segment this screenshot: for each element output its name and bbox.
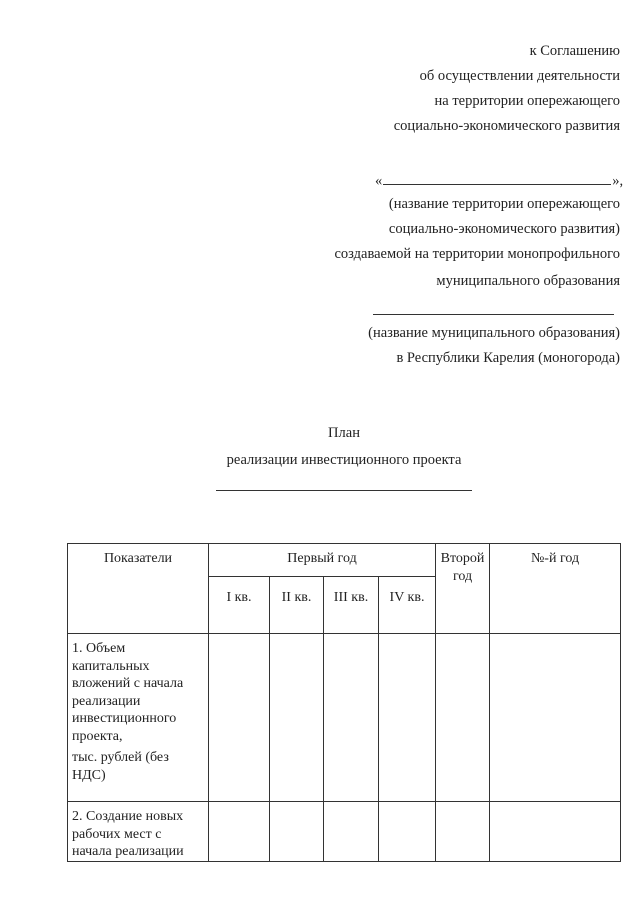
- open-quote: «: [375, 173, 383, 189]
- plan-subtitle: реализации инвестиционного проекта: [226, 452, 462, 468]
- row-label-text: 2. Создание новых рабочих мест с начала реализации: [72, 809, 184, 859]
- table-cell: [490, 634, 621, 802]
- table-cell: [379, 634, 436, 802]
- header-quarter-4: IV кв.: [379, 577, 436, 634]
- territory-caption-line-4: муниципального образования: [436, 273, 620, 289]
- municipality-caption-line-2: в Республики Карелия (моногорода): [396, 350, 620, 366]
- table-cell: [209, 802, 270, 862]
- table-cell: [270, 802, 324, 862]
- header-indicators: Показатели: [68, 544, 209, 634]
- header-line-1: к Соглашению: [529, 43, 620, 59]
- territory-name-underline: [383, 170, 611, 185]
- table-cell: [436, 634, 490, 802]
- table-header-row-1: [68, 544, 621, 577]
- row-label-new-jobs: [68, 802, 209, 862]
- table-row: [68, 634, 621, 802]
- row-unit-text: тыс. рублей (без НДС): [72, 750, 169, 783]
- table-row: [68, 802, 621, 862]
- header-line-2: об осуществлении деятельности: [419, 68, 620, 84]
- table-cell: [270, 634, 324, 802]
- table-cell: [436, 802, 490, 862]
- table-cell: [209, 634, 270, 802]
- header-quarter-3: III кв.: [324, 577, 379, 634]
- header-line-4: социально-экономического развития: [393, 118, 620, 134]
- header-nth-year: №-й год: [490, 544, 621, 634]
- territory-caption-line-2: социально-экономического развития): [388, 221, 620, 237]
- plan-table: [67, 543, 621, 862]
- municipality-caption-line-1: (название муниципального образования): [368, 325, 620, 341]
- project-name-underline: [216, 490, 472, 491]
- close-quote: »,: [612, 173, 624, 189]
- header-second-year: Второй год: [436, 544, 490, 634]
- header-quarter-1: I кв.: [209, 577, 270, 634]
- territory-name-blank: [375, 170, 623, 191]
- table-cell: [324, 634, 379, 802]
- territory-caption-line-1: (название территории опережающего: [388, 196, 620, 212]
- header-quarter-2: II кв.: [270, 577, 324, 634]
- territory-caption-line-3: создаваемой на территории монопрофильного: [334, 246, 620, 262]
- header-line-3: на территории опережающего: [434, 93, 620, 109]
- table-cell: [379, 802, 436, 862]
- table-cell: [324, 802, 379, 862]
- header-first-year: Первый год: [209, 544, 436, 577]
- municipality-name-underline: [373, 314, 614, 315]
- row-label-capital-investment: [68, 634, 209, 802]
- plan-title: План: [328, 425, 360, 441]
- table-cell: [490, 802, 621, 862]
- row-label-text: 1. Объем капитальных вложений с начала реализации инвестиционного проекта,: [72, 641, 184, 744]
